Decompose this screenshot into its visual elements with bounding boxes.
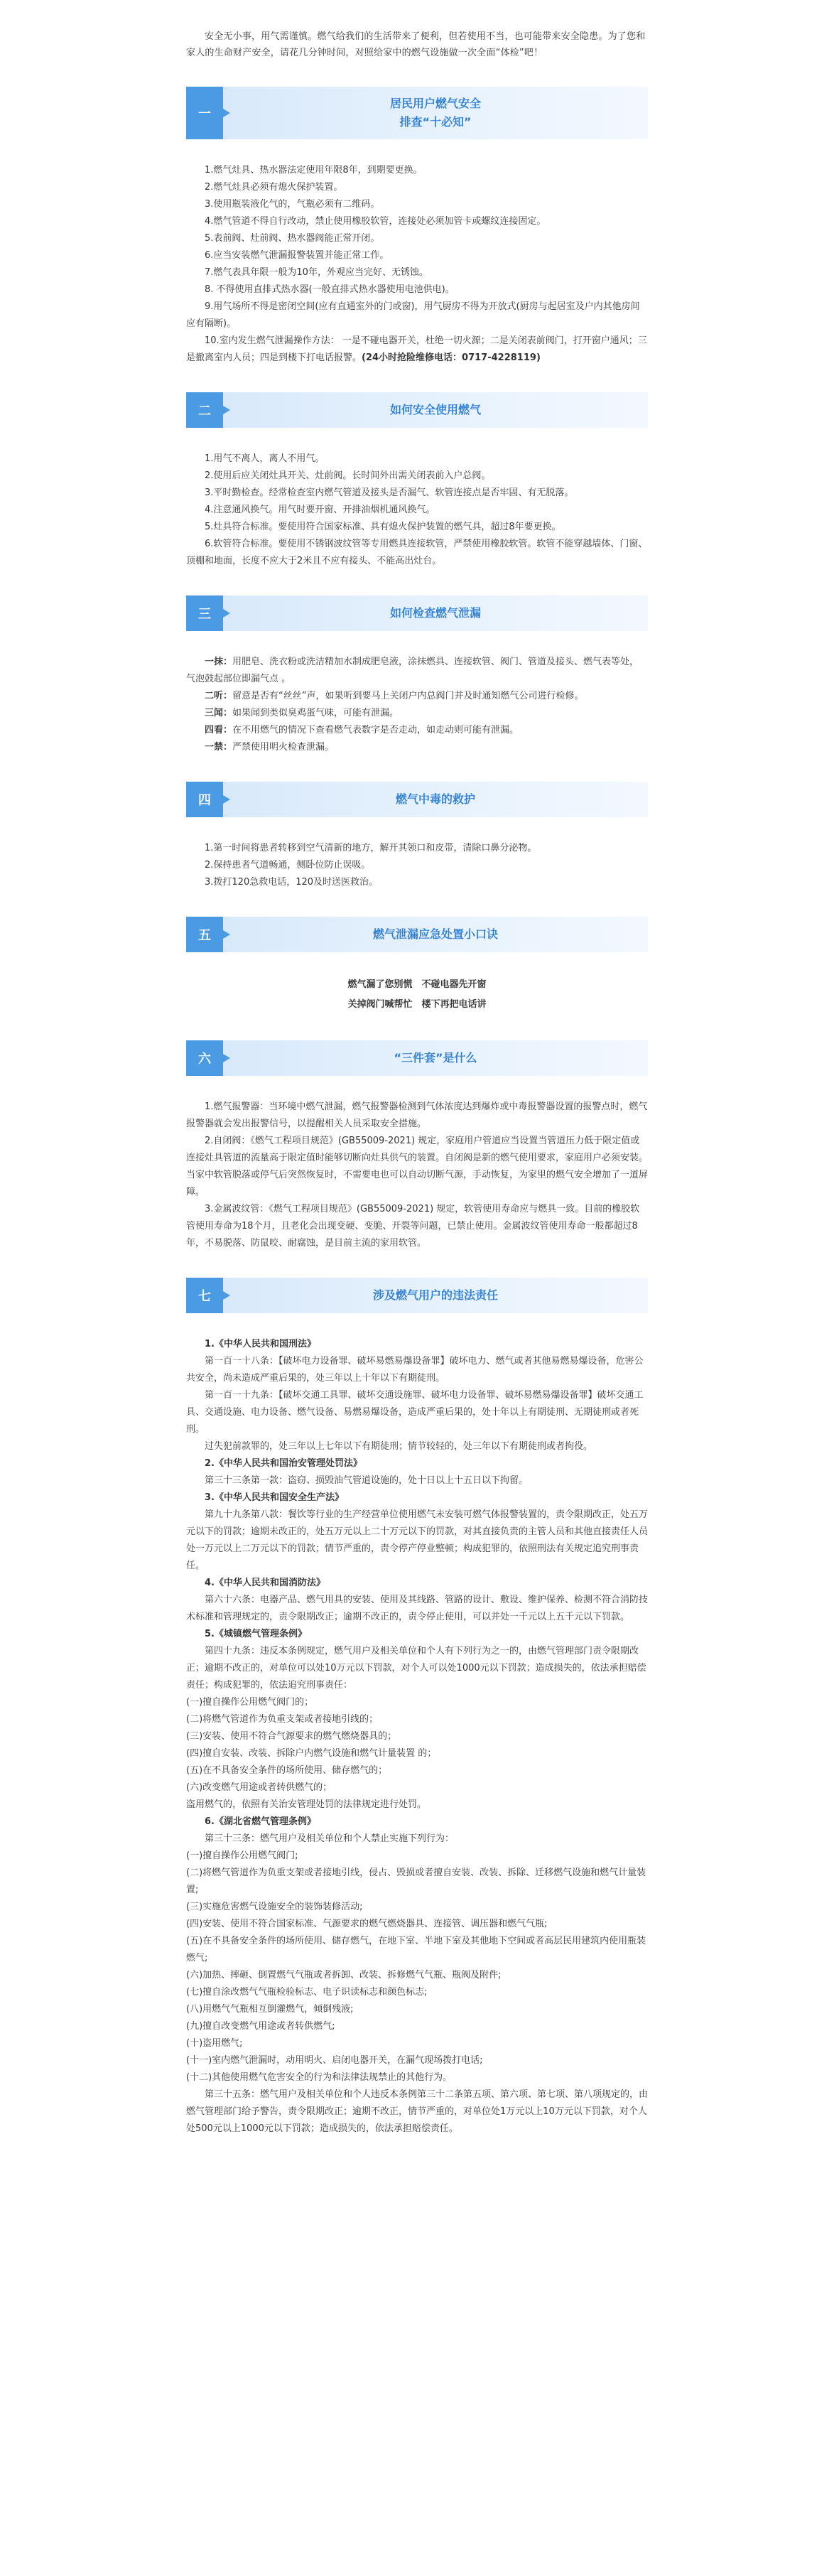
- method-text: 用肥皂、洗衣粉或洗洁精加水制成肥皂液，涂抹燃具、连接软管、阀门、管道及接头、燃气表等处，气泡鼓起部位即漏气点 。: [186, 657, 639, 684]
- section-title-line: 燃气中毒的救护: [395, 792, 475, 806]
- list-item: [186, 739, 648, 756]
- list-item: 2.保持患者气道畅通，侧卧位防止误吸。: [205, 860, 371, 871]
- section-header: [186, 392, 648, 428]
- section-3: [186, 596, 648, 756]
- section-body: [186, 817, 648, 891]
- law-title: 3.《中华人民共和国安全生产法》: [205, 1492, 344, 1503]
- law-paragraph: (四)擅自安装、改装、拆除户内燃气设施和燃气计量装置 的；: [186, 1748, 437, 1759]
- law-paragraph: 第一百一十八条：【破坏电力设备罪、破坏易燃易爆设备罪】破坏电力、燃气或者其他易燃易爆设备，危害公共安全，尚未造成严重后果的，处三年以上十年以下有期徒刑。: [186, 1356, 644, 1384]
- law-paragraph: (六)改变燃气用途或者转供燃气的；: [186, 1782, 332, 1793]
- list-item: 1.燃气报警器：当环境中燃气泄漏，燃气报警器检测到气体浓度达到爆炸或中毒报警器设置的报警点时，燃气报警器就会发出报警信号，以提醒相关人员采取安全措施。: [186, 1101, 648, 1129]
- section-header: [186, 917, 648, 952]
- rhyme-line: 燃气漏了您别慌 不碰电器先开窗: [347, 979, 487, 990]
- law-paragraph: (三)安装、使用不符合气源要求的燃气燃烧器具的；: [186, 1731, 397, 1742]
- list-item: 4.注意通风换气。用气时要开窗、开排油烟机通风换气。: [205, 505, 435, 515]
- list-item: 3.拨打120急救电话，120及时送医救治。: [205, 877, 379, 888]
- list-item: [186, 688, 648, 705]
- law-paragraph: (一)擅自操作公用燃气阀门;: [186, 1850, 298, 1861]
- section-title: [223, 87, 648, 139]
- method-key: 一禁：: [205, 742, 233, 753]
- section-title-line: 涉及燃气用户的违法责任: [372, 1288, 498, 1302]
- list-item: 2.燃气灶具必须有熄火保护装置。: [205, 182, 343, 193]
- law-paragraph: (一)擅自操作公用燃气阀门的；: [186, 1697, 314, 1708]
- law-paragraph: 第三十三条第一款：盗窃、损毁油气管道设施的，处十日以上十五日以下拘留。: [205, 1475, 529, 1486]
- list-item: 4.燃气管道不得自行改动，禁止使用橡胶软管，连接处必须加管卡或螺纹连接固定。: [205, 216, 546, 227]
- law-paragraph: (二)将燃气管道作为负重支架或者接地引线的；: [186, 1714, 379, 1725]
- method-text: 如果闻到类似臭鸡蛋气味，可能有泄漏。: [232, 708, 399, 718]
- section-title: [223, 1040, 648, 1076]
- law-paragraph: (十一)室内燃气泄漏时，动用明火、启闭电器开关，在漏气现场拨打电话;: [186, 2055, 483, 2066]
- section-number: 三: [186, 596, 223, 631]
- law-paragraph: 第四十九条：违反本条例规定，燃气用户及相关单位和个人有下列行为之一的，由燃气管理部门责令限期改正；逾期不改正的，对单位可以处10万元以下罚款，对个人可以处1000元以下罚款；造成损失的，依法承担赔偿责任；构成犯罪的，依法追究刑事责任：: [186, 1646, 646, 1691]
- section-5: [186, 917, 648, 1015]
- method-key: 四看：: [205, 725, 233, 735]
- list-item: 6.应当安装燃气泄漏报警装置并能正常工作。: [205, 250, 389, 261]
- list-item: 5.表前阀、灶前阀、热水器阀能正常开闭。: [205, 233, 380, 244]
- list-item: 5.灶具符合标准。要使用符合国家标准、具有熄火保护装置的燃气具，超过8年要更换。: [205, 522, 561, 532]
- list-item: 3.使用瓶装液化气的，气瓶必须有二维码。: [205, 199, 380, 210]
- section-1: [186, 87, 648, 367]
- section-body: [186, 1313, 648, 2138]
- law-paragraph: (八)用燃气气瓶相互倒灌燃气，倾倒残液;: [186, 2004, 354, 2015]
- law-paragraph: 第三十三条：燃气用户及相关单位和个人禁止实施下列行为：: [205, 1833, 455, 1844]
- law-title: 5.《城镇燃气管理条例》: [205, 1629, 307, 1639]
- list-item: [186, 705, 648, 722]
- section-6: [186, 1040, 648, 1252]
- law-paragraph: 第三十五条：燃气用户及相关单位和个人违反本条例第三十二条第五项、第六项、第七项、第八项规定的，由燃气管理部门给予警告，责令限期改正；逾期不改正，情节严重的，对单位处1万元以上10万元以下罚款，对个人处500元以上1000元以下罚款；造成损失的，依法承担赔偿责任。: [186, 2089, 649, 2134]
- list-item: 9.用气场所不得是密闭空间(应有直通室外的门或窗)，用气厨房不得为开放式(厨房与起居室及户内其他房间应有隔断)。: [186, 301, 640, 329]
- section-title: [223, 782, 648, 817]
- intro-text: 安全无小事，用气需谨慎。燃气给我们的生活带来了便利，但若使用不当，也可能带来安全隐患。为了您和家人的生命财产安全，请花几分钟时间，对照给家中的燃气设施做一次全面“体检”吧！: [186, 31, 646, 58]
- law-paragraph: (六)加热、摔砸、倒置燃气气瓶或者拆卸、改装、拆修燃气气瓶、瓶阀及附件;: [186, 1970, 502, 1980]
- law-paragraph: 第六十六条：电器产品、燃气用具的安装、使用及其线路、管路的设计、敷设、维护保养、检测不符合消防技术标准和管理规定的，责令限期改正；逾期不改正的，责令停止使用，可以并处一千元以上五千元以下罚款。: [186, 1595, 649, 1622]
- method-text: 严禁使用明火检查泄漏。: [232, 742, 335, 753]
- list-item: [186, 722, 648, 739]
- section-4: [186, 782, 648, 891]
- law-paragraph: (十)盗用燃气;: [186, 2038, 243, 2049]
- list-item: [186, 654, 648, 688]
- section-header: [186, 87, 648, 139]
- section-header: [186, 782, 648, 817]
- law-paragraph: (十二)其他使用燃气危害安全的行为和法律法规禁止的其他行为。: [186, 2072, 453, 2083]
- section-title-line: 燃气泄漏应急处置小口诀: [372, 927, 498, 941]
- list-item-text: 10.室内发生燃气泄漏操作方法： 一是不碰电器开关，杜绝一切火源；二是关闭表前阀门，打开窗户通风；三是撤离室内人员；四是到楼下打电话报警。: [186, 335, 647, 363]
- method-key: 三闻：: [205, 708, 233, 718]
- law-paragraph: 第九十九条第八款：餐饮等行业的生产经营单位使用燃气未安装可燃气体报警装置的，责令限期改正，处五万元以下的罚款；逾期未改正的，处五万元以上二十万元以下的罚款，对其直接负责的主管人员和其他直接责任人员处一万元以上二万元以下的罚款；情节严重的，责令停产停业整顿；构成犯罪的，依照刑法有关规定追究刑事责任。: [186, 1509, 649, 1571]
- law-paragraph: 第一百一十九条：【破坏交通工具罪、破坏交通设施罪、破坏电力设备罪、破坏易燃易爆设备罪】破坏交通工具、交通设施、电力设备、燃气设备、易燃易爆设备，造成严重后果的，处十年以上有期徒刑、无期徒刑或者死刑。: [186, 1390, 644, 1435]
- law-paragraph: 过失犯前款罪的，处三年以上七年以下有期徒刑；情节较轻的，处三年以下有期徒刑或者拘役。: [205, 1441, 593, 1452]
- section-body: [186, 952, 648, 1015]
- section-number: 一: [186, 87, 223, 139]
- list-item: 2.使用后应关闭灶具开关、灶前阀。长时间外出需关闭表前入户总阀。: [205, 470, 491, 481]
- section-header: [186, 596, 648, 631]
- section-number: 二: [186, 392, 223, 428]
- method-key: 二听：: [205, 691, 233, 701]
- law-paragraph: (四)安装、使用不符合国家标准、气源要求的燃气燃烧器具、连接管、调压器和燃气气瓶;: [186, 1919, 548, 1929]
- law-paragraph: (五)在不具备安全条件的场所使用、储存燃气的；: [186, 1765, 388, 1776]
- section-header: [186, 1040, 648, 1076]
- section-header: [186, 1278, 648, 1313]
- law-title: 1.《中华人民共和国刑法》: [205, 1339, 316, 1349]
- section-title-line: 排查“十必知”: [399, 115, 472, 129]
- section-number: 七: [186, 1278, 223, 1313]
- method-text: 在不用燃气的情况下查看燃气表数字是否走动，如走动则可能有泄漏。: [232, 725, 519, 735]
- section-body: [186, 139, 648, 367]
- section-7: [186, 1278, 648, 2138]
- method-text: 留意是否有“丝丝”声，如果听到要马上关闭户内总阀门并及时通知燃气公司进行检修。: [232, 691, 584, 701]
- section-body: [186, 1076, 648, 1252]
- section-body: [186, 631, 648, 756]
- section-body: [186, 428, 648, 570]
- section-title: [223, 1278, 648, 1313]
- list-item: 1.用气不离人，离人不用气。: [205, 453, 325, 464]
- list-item: 1.燃气灶具、热水器法定使用年限8年，到期要更换。: [205, 165, 423, 176]
- law-title: 2.《中华人民共和国治安管理处罚法》: [205, 1458, 362, 1469]
- section-title: [223, 392, 648, 428]
- law-paragraph: (九)擅自改变燃气用途或者转供燃气;: [186, 2021, 335, 2032]
- list-item: [186, 333, 648, 367]
- law-paragraph: 盗用燃气的，依照有关治安管理处罚的法律规定进行处罚。: [186, 1799, 427, 1810]
- section-title-line: 居民用户燃气安全: [389, 97, 481, 110]
- law-paragraph: (五)在不具备安全条件的场所使用、储存燃气，在地下室、半地下室及其他地下空间或者高层民用建筑内使用瓶装燃气;: [186, 1936, 646, 1963]
- law-paragraph: (七)擅自涂改燃气气瓶检验标志、电子识读标志和颜色标志;: [186, 1987, 428, 1998]
- section-title-line: “三件套”是什么: [394, 1051, 477, 1065]
- list-item: 3.金属波纹管：《燃气工程项目规范》(GB55009-2021) 规定，软管使用寿命应与燃具一致。目前的橡胶软管使用寿命为18个月，且老化会出现变硬、变脆、开裂等问题，已禁止使用。金属波纹管使用寿命一般都超过8年，不易脱落、防鼠咬、耐腐蚀，是目前主流的家用软管。: [186, 1204, 640, 1249]
- section-number: 五: [186, 917, 223, 952]
- law-paragraph: (二)将燃气管道作为负重支架或者接地引线，侵占、毁损或者擅自安装、改装、拆除、迁移燃气设施和燃气计量装置;: [186, 1868, 646, 1895]
- law-title: 6.《湖北省燃气管理条例》: [205, 1816, 316, 1827]
- section-2: [186, 392, 648, 570]
- list-item: 8. 不得使用直排式热水器(一般直排式热水器使用电池供电)。: [205, 284, 455, 295]
- section-title: [223, 596, 648, 631]
- method-key: 一抹：: [205, 657, 233, 667]
- section-title-line: 如何检查燃气泄漏: [389, 606, 481, 620]
- list-item: 6.软管符合标准。要使用不锈钢波纹管等专用燃具连接软管，严禁使用橡胶软管。软管不能穿越墙体、门窗、顶棚和地面，长度不应大于2米且不应有接头、不能高出灶台。: [186, 539, 648, 566]
- section-title-line: 如何安全使用燃气: [389, 403, 481, 416]
- section-number: 六: [186, 1040, 223, 1076]
- hotline-text: (24小时抢险维修电话：0717-4228119): [362, 352, 541, 363]
- list-item: 2.自闭阀：《燃气工程项目规范》(GB55009-2021) 规定，家庭用户管道应当设置当管道压力低于限定值或连接灶具管道的流量高于限定值时能够切断向灶具供气的装置。自闭阀是新的燃气使用要求，家庭用户必须安装。当家中软管脱落或停气后突然恢复时，不需要电也可以自动切断气源，手动恢复，为家里的燃气安全增加了一道屏障。: [186, 1136, 649, 1197]
- law-paragraph: (三)实施危害燃气设施安全的装饰装修活动;: [186, 1902, 363, 1912]
- section-number: 四: [186, 782, 223, 817]
- section-title: [223, 917, 648, 952]
- rhyme-line: 关掉阀门喊帮忙 楼下再把电话讲: [347, 999, 487, 1010]
- list-item: 3.平时勤检查。经常检查室内燃气管道及接头是否漏气、软管连接点是否牢固、有无脱落。: [205, 487, 574, 498]
- list-item: 7.燃气表具年限一般为10年，外观应当完好、无锈蚀。: [205, 267, 428, 278]
- law-title: 4.《中华人民共和国消防法》: [205, 1578, 325, 1588]
- list-item: 1.第一时间将患者转移到空气清新的地方，解开其领口和皮带，清除口鼻分泌物。: [205, 843, 537, 853]
